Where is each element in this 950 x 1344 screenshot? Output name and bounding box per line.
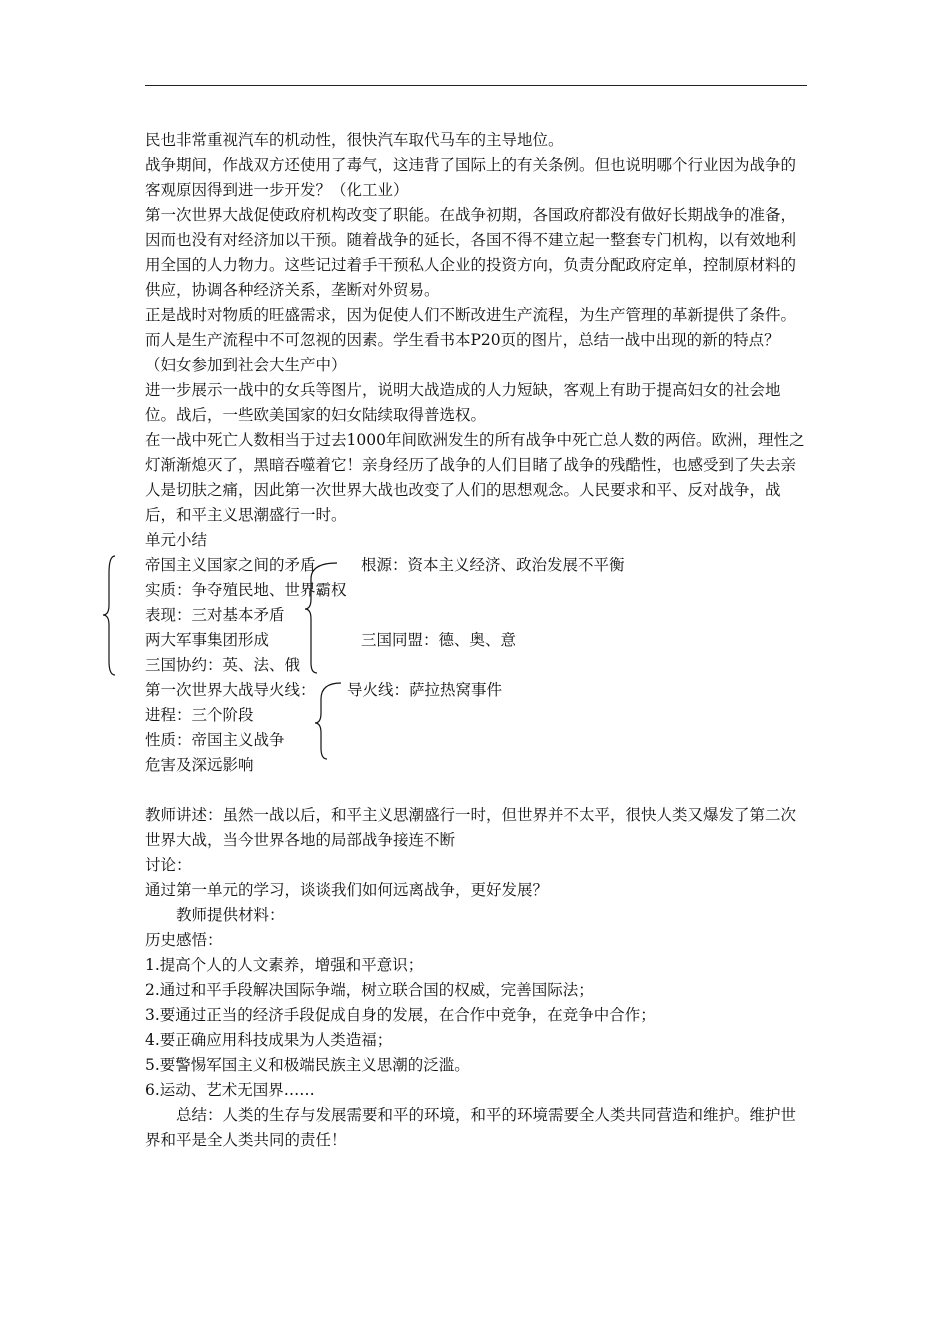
materials-intro: 教师提供材料： xyxy=(176,906,285,924)
discussion-question: 通过第一单元的学习，谈谈我们如何远离战争，更好发展？ xyxy=(145,881,549,899)
lower-brace xyxy=(315,683,341,759)
paragraph-teacher-narration: 教师讲述：虽然一战以后，和平主义思潮盛行一时，但世界并不太平，很快人类又爆发了第二次世界大战，当今世界各地的局部战争接连不断 xyxy=(145,806,797,849)
history-title: 历史感悟： xyxy=(145,931,223,949)
paragraph-casualties: 在一战中死亡人数相当于过去1000年间欧洲发生的所有战争中死亡总人数的两倍。欧洲，理性之灯渐渐熄灭了，黑暗吞噬着它！亲身经历了战争的人们目睹了战争的残酷性，也感受到了失去亲人是切肤之痛，因此第一次世界大战也改变了人们的思想观念。人民要求和平、反对战争，战后，和平主义思潮盛行一时。 xyxy=(145,431,805,524)
summary-title: 单元小结 xyxy=(145,531,208,549)
summary-line-ww1-fuse: 第一次世界大战导火线： xyxy=(145,681,316,699)
summary-triple-alliance: 三国同盟：德、奥、意 xyxy=(361,631,517,649)
paragraph-poison-gas: 战争期间，作战双方还使用了毒气，这违背了国际上的有关条例。但也说明哪个行业因为战争的客观原因得到进一步开发？（化工业） xyxy=(145,156,797,199)
conclusion-paragraph: 总结：人类的生存与发展需要和平的环境，和平的环境需要全人类共同营造和维护。维护世界和平是全人类共同的责任！ xyxy=(145,1106,797,1149)
history-item: 3.要通过正当的经济手段促成自身的发展，在合作中竞争，在竞争中合作； xyxy=(145,1006,656,1024)
paragraph-production: 正是战时对物质的旺盛需求，因为促使人们不断改进生产流程，为生产管理的革新提供了条件。而人是生产流程中不可忽视的因素。学生看书本P20页的图片，总结一战中出现的新的特点？（妇女参加到社会大生产中） xyxy=(145,306,797,374)
history-item: 5.要警惕军国主义和极端民族主义思潮的泛滥。 xyxy=(145,1056,470,1074)
summary-line-manifestation: 表现：三对基本矛盾 xyxy=(145,606,285,624)
summary-line-essence: 实质：争夺殖民地、世界霸权 xyxy=(145,581,347,599)
history-item: 4.要正确应用科技成果为人类造福； xyxy=(145,1031,393,1049)
discussion-label: 讨论： xyxy=(145,856,192,874)
summary-line-nature: 性质：帝国主义战争 xyxy=(145,731,285,749)
unit-summary-diagram xyxy=(145,553,807,774)
paragraph-government-functions: 第一次世界大战促使政府机构改变了职能。在战争初期，各国政府都没有做好长期战争的准备，因而也没有对经济加以干预。随着战争的延长，各国不得不建立起一整套专门机构，以有效地利用全国的人力物力。这些记过着手干预私人企业的投资方向，负责分配政府定单，控制原材料的供应，协调各种经济关系，垄断对外贸易。 xyxy=(145,206,797,299)
summary-line-blocs: 两大军事集团形成 xyxy=(145,631,270,649)
history-item: 1.提高个人的人文素养，增强和平意识； xyxy=(145,956,424,974)
header-rule xyxy=(145,85,807,86)
summary-line-impact: 危害及深远影响 xyxy=(145,756,254,774)
document-body xyxy=(145,128,807,1153)
left-brace xyxy=(103,556,115,675)
paragraph-automobile: 民也非常重视汽车的机动性，很快汽车取代马车的主导地位。 xyxy=(145,131,564,149)
summary-root-cause: 根源：资本主义经济、政治发展不平衡 xyxy=(361,556,625,574)
summary-line-entente: 三国协约：英、法、俄 xyxy=(145,656,301,674)
summary-line-process: 进程：三个阶段 xyxy=(145,706,254,724)
summary-line-contradiction: 帝国主义国家之间的矛盾 xyxy=(145,556,316,574)
history-item: 6.运动、艺术无国界…… xyxy=(145,1081,315,1099)
summary-fuse: 导火线：萨拉热窝事件 xyxy=(347,681,503,699)
paragraph-women: 进一步展示一战中的女兵等图片，说明大战造成的人力短缺，客观上有助于提高妇女的社会地位。战后，一些欧美国家的妇女陆续取得普选权。 xyxy=(145,381,781,424)
history-item: 2.通过和平手段解决国际争端，树立联合国的权威，完善国际法； xyxy=(145,981,594,999)
